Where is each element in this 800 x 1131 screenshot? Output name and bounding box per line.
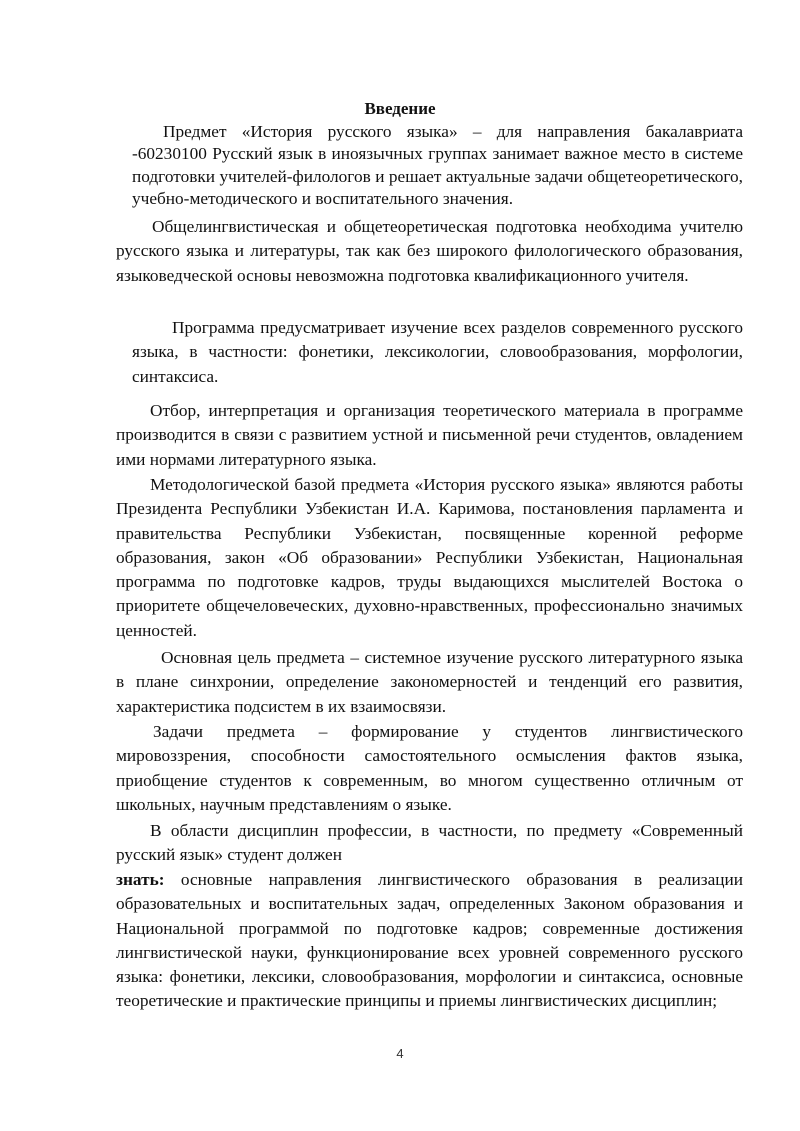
paragraph-linguistic-training: [116, 215, 743, 288]
paragraph-main-goal: [116, 646, 743, 719]
paragraph-text: Отбор, интерпретация и организация теоретического материала в программе производится в связи с развитием устной и письменной речи студентов, овладением ими нормами литературного языка.: [116, 401, 743, 469]
paragraph-methodological-base: [116, 473, 743, 643]
paragraph-know: [116, 868, 743, 1014]
paragraph-text: Задачи предмета – формирование у студентов лингвистического мировоззрения, способности самостоятельного осмысления фактов языка, приобщение студентов к современным, во многом существенно отличным от школьных, научным представлениям о языке.: [116, 722, 743, 814]
paragraph-text: Предмет «История русского языка» – для направления бакалавриата -60230100 Русский язык в иноязычных группах занимает важное место в системе подготовки учителей-филологов и решает актуальные задачи общетеоретического, учебно-методического и воспитательного значения.: [132, 122, 743, 208]
paragraph-text: Программа предусматривает изучение всех разделов современного русского языка, в частности: фонетики, лексикологии, словообразования, морфологии, синтаксиса.: [132, 318, 743, 386]
paragraph-tasks: [116, 720, 743, 817]
paragraph-program-sections: [132, 316, 743, 389]
paragraph-text: Общелингвистическая и общетеоретическая подготовка необходима учителю русского языка и литературы, так как без широкого филологического образования, языковедческой основы невозможна подготовка квалификационного учителя.: [116, 217, 743, 285]
section-heading: Введение: [364, 99, 436, 118]
paragraph-subject-intro: [132, 121, 743, 210]
know-label: знать:: [116, 870, 165, 889]
paragraph-text: В области дисциплин профессии, в частности, по предмету «Современный русский язык» студент должен: [116, 821, 743, 865]
paragraph-text: Методологической базой предмета «История русского языка» являются работы Президента Республики Узбекистан И.А. Каримова, постановления парламента и правительства Республики Узбекистан, посвященные коренной реформе образования, закон «Об образовании» Республики Узбекистан, Национальная программа по подготовке кадров, труды выдающихся мыслителей Востока о приоритете общечеловеческих, духовно-нравственных, профессионально значимых ценностей.: [116, 475, 743, 640]
paragraph-text: Основная цель предмета – системное изучение русского литературного языка в плане синхронии, определение закономерностей и тенденций его развития, характеристика подсистем в их взаимосвязи.: [116, 648, 743, 716]
know-text: основные направления лингвистического образования в реализации образовательных и воспитательных задач, определенных Законом образования и Национальной программой по подготовке кадров; современные достижения лингвистической науки, функционирование всех уровней современного русского языка: фонетики, лексики, словообразования, морфологии и синтаксиса, основные теоретические и практические принципы и приемы лингвистических дисциплин;: [116, 870, 743, 1011]
page-number: 4: [396, 1046, 404, 1061]
paragraph-material-selection: [116, 399, 743, 472]
paragraph-discipline-requirements: [116, 819, 743, 868]
